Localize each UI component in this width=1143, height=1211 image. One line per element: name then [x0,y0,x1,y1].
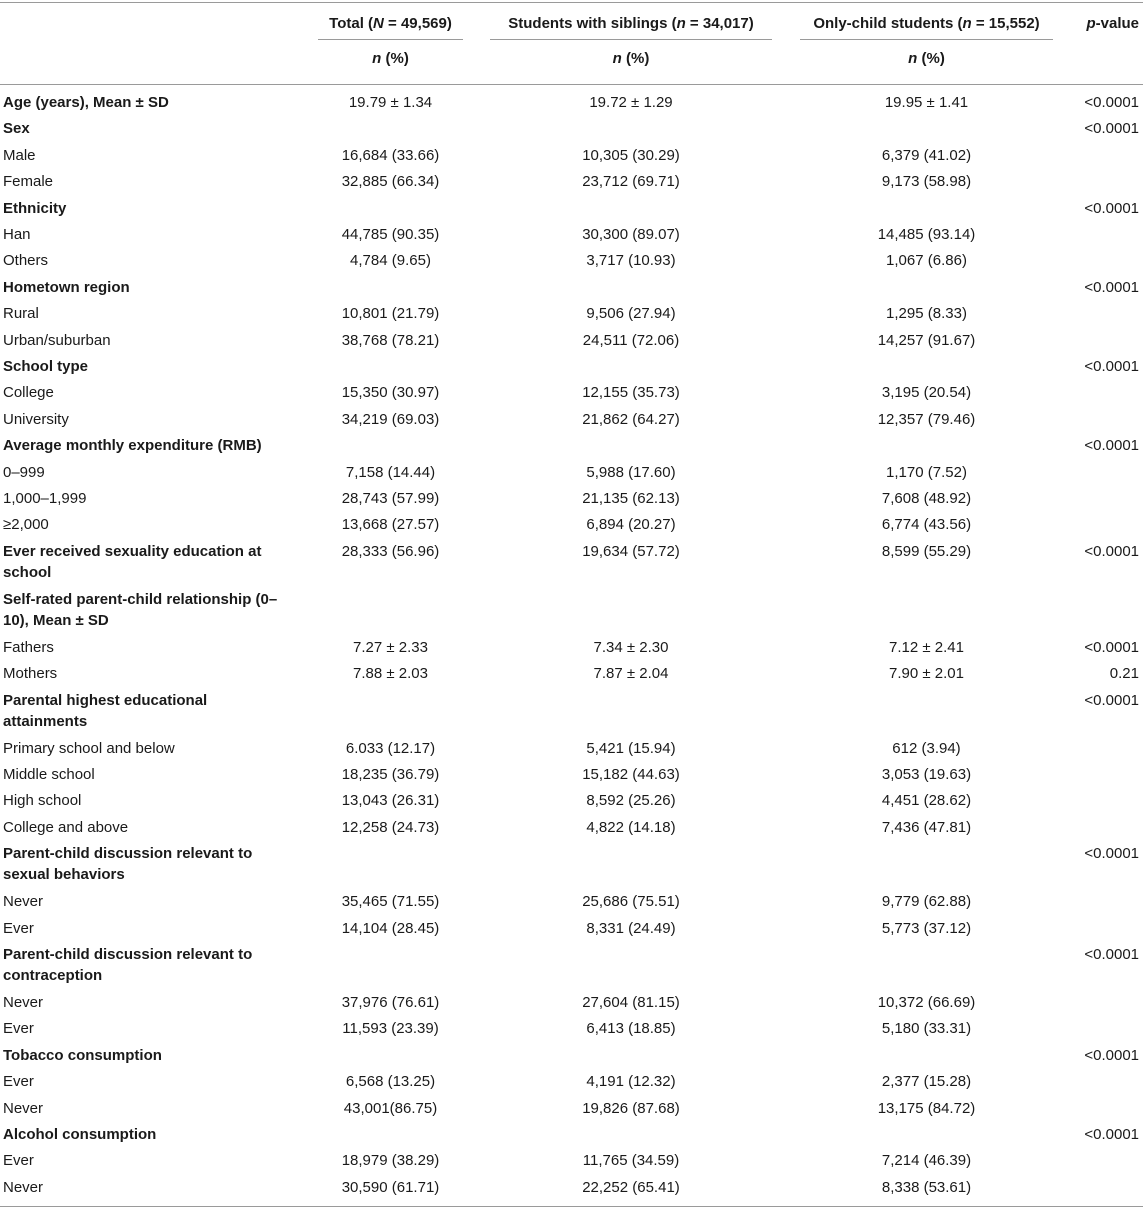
row-label: School type [3,358,89,375]
table-row [0,277,1143,303]
cell-siblings: 7.87 ± 2.04 [593,665,669,683]
table-row [0,738,1143,764]
top-rule [0,2,1143,3]
table-row [0,891,1143,917]
header-underline-siblings [490,39,772,40]
row-label: College [3,384,54,402]
cell-total: 44,785 (90.35) [341,226,440,243]
subheader-siblings: n (%) [612,50,650,67]
cell-p-value: <0.0001 [1084,437,1139,455]
cell-total: 12,258 (24.73) [341,818,440,836]
row-label: High school [3,792,82,810]
row-label: 0–999 [3,463,45,481]
table-row [0,918,1143,944]
cell-p-value: <0.0001 [1084,199,1139,217]
cell-only-child: 6,379 (41.02) [881,146,972,164]
cell-only-child: 5,773 (37.12) [881,919,972,937]
cell-total: 4,784 (9.65) [350,252,431,270]
cell-only-child: 7,608 (48.92) [881,490,972,507]
cell-only-child: 4,451 (28.62) [881,792,972,810]
header-siblings: Students with siblings (n = 34,017) [508,15,754,32]
row-label: Urban/suburban [3,331,111,349]
cell-siblings: 7.34 ± 2.30 [593,638,669,656]
row-label: Ever received sexuality education at school [3,542,262,581]
cell-p-value: <0.0001 [1084,1126,1139,1143]
cell-only-child: 1,295 (8.33) [886,305,967,323]
cell-total: 38,768 (78.21) [341,331,440,349]
cell-total: 7.27 ± 2.33 [353,638,428,656]
cell-total: 10,801 (21.79) [341,305,440,323]
cell-total: 11,593 (23.39) [342,1020,439,1038]
row-label: Primary school and below [3,739,175,757]
row-label: Ever [3,1152,34,1170]
row-label: Ethnicity [3,199,67,217]
cell-total: 15,350 (30.97) [341,384,440,402]
table-row [0,382,1143,408]
table-row [0,1098,1143,1124]
cell-total: 6.033 (12.17) [345,739,436,757]
table-row [0,145,1143,171]
row-label: Alcohol consumption [3,1126,157,1143]
cell-siblings: 19,826 (87.68) [582,1099,680,1117]
cell-total: 37,976 (76.61) [341,994,440,1011]
table-row [0,92,1143,118]
cell-p-value: 0.21 [1109,665,1139,683]
row-label: Tobacco consumption [3,1046,162,1064]
cell-total: 19.79 ± 1.34 [348,94,433,111]
cell-only-child: 13,175 (84.72) [877,1099,976,1117]
row-label: Ever [3,1020,34,1038]
table-row [0,356,1143,382]
cell-total: 30,590 (61.71) [341,1178,440,1196]
cell-siblings: 3,717 (10.93) [586,252,676,270]
table-row [0,1045,1143,1071]
table-row [0,250,1143,276]
header-only-child: Only-child students (n = 15,552) [813,15,1040,32]
table-row [0,118,1143,144]
table-row [0,514,1143,540]
table-row [0,488,1143,514]
cell-total: 6,568 (13.25) [345,1073,436,1091]
cell-p-value: <0.0001 [1084,845,1139,863]
cell-only-child: 14,257 (91.67) [877,331,976,349]
row-label: Ever [3,919,34,937]
table-row [0,541,1143,589]
table-row [0,992,1143,1018]
row-label: Never [3,994,44,1011]
row-label: Average monthly expenditure (RMB) [3,437,262,455]
cell-total: 13,668 (27.57) [341,516,440,534]
cell-p-value: <0.0001 [1084,542,1139,560]
cell-only-child: 12,357 (79.46) [877,410,976,428]
cell-siblings: 4,822 (14.18) [586,818,676,836]
row-label: Female [3,173,54,191]
row-label: Parent-child discussion relevant to contraception [3,946,253,984]
cell-total: 34,219 (69.03) [341,410,440,428]
row-label: Male [3,146,36,164]
cell-siblings: 8,592 (25.26) [586,792,676,810]
cell-total: 43,001(86.75) [343,1099,438,1117]
cell-total: 18,235 (36.79) [341,766,440,783]
table-row [0,435,1143,461]
table-row [0,1177,1143,1203]
table-row [0,944,1143,992]
row-label: Hometown region [3,278,130,296]
cell-siblings: 19,634 (57.72) [582,542,680,560]
row-label: Self-rated parent-child relationship (0–10), Mean ± SD [3,590,278,629]
row-label: Age (years), Mean ± SD [3,94,169,111]
table-row [0,303,1143,329]
cell-siblings: 10,305 (30.29) [582,146,680,164]
cell-siblings: 19.72 ± 1.29 [589,94,673,111]
table-row [0,790,1143,816]
cell-total: 32,885 (66.34) [341,173,440,191]
cell-only-child: 9,173 (58.98) [881,173,972,191]
cell-siblings: 30,300 (89.07) [582,226,680,243]
cell-siblings: 4,191 (12.32) [586,1073,676,1091]
row-label: Middle school [3,766,95,783]
header-bottom-rule [0,84,1143,85]
cell-siblings: 6,413 (18.85) [586,1020,676,1038]
cell-only-child: 7.90 ± 2.01 [889,665,964,683]
cell-only-child: 5,180 (33.31) [881,1020,972,1038]
cell-siblings: 6,894 (20.27) [586,516,676,534]
cell-total: 14,104 (28.45) [341,919,440,937]
cell-total: 18,979 (38.29) [341,1152,440,1170]
row-label: Parental highest educational attainments [3,691,208,730]
table-row [0,1124,1143,1150]
row-label: Others [3,252,49,270]
cell-siblings: 22,252 (65.41) [582,1178,680,1196]
subheader-only-child: n (%) [908,50,945,67]
table-row [0,764,1143,790]
cell-p-value: <0.0001 [1084,946,1139,963]
cell-total: 7.88 ± 2.03 [353,665,428,683]
cell-only-child: 2,377 (15.28) [881,1073,972,1091]
cell-siblings: 9,506 (27.94) [586,305,676,323]
cell-only-child: 10,372 (66.69) [877,994,976,1011]
cell-siblings: 8,331 (24.49) [586,919,676,937]
row-label: Rural [3,305,39,323]
cell-siblings: 5,421 (15.94) [586,739,676,757]
row-label: Never [3,1178,44,1196]
cell-only-child: 9,779 (62.88) [881,893,972,911]
cell-only-child: 1,170 (7.52) [886,463,967,481]
row-label: Han [3,226,31,243]
header-underline-total [318,39,463,40]
row-label: Fathers [3,638,54,656]
cell-p-value: <0.0001 [1084,120,1139,138]
table-row [0,1018,1143,1044]
cell-siblings: 21,862 (64.27) [582,410,680,428]
cell-siblings: 27,604 (81.15) [582,994,680,1011]
table-row [0,1071,1143,1097]
bottom-rule [0,1206,1143,1207]
cell-only-child: 14,485 (93.14) [877,226,976,243]
table-row [0,462,1143,488]
header-p-value: p-value [1086,15,1139,32]
cell-siblings: 21,135 (62.13) [582,490,680,507]
cell-only-child: 7,214 (46.39) [881,1152,972,1170]
table-row [0,663,1143,689]
row-label: Parent-child discussion relevant to sexual behaviors [3,845,253,884]
row-label: Never [3,1099,44,1117]
cell-p-value: <0.0001 [1084,1046,1139,1064]
table-row [0,1150,1143,1176]
cell-only-child: 7,436 (47.81) [881,818,972,836]
cell-only-child: 8,599 (55.29) [881,542,972,560]
cell-only-child: 7.12 ± 2.41 [889,638,964,656]
table-row [0,690,1143,738]
table-row [0,330,1143,356]
cell-only-child: 8,338 (53.61) [881,1178,972,1196]
row-label: Sex [3,120,30,138]
row-label: University [3,410,69,428]
cell-siblings: 12,155 (35.73) [582,384,680,402]
cell-total: 13,043 (26.31) [341,792,440,810]
cell-total: 7,158 (14.44) [345,463,436,481]
row-label: Never [3,893,44,911]
table-row [0,843,1143,891]
cell-total: 35,465 (71.55) [341,893,440,911]
row-label: Ever [3,1073,34,1091]
cell-total: 28,333 (56.96) [341,542,440,560]
cell-only-child: 1,067 (6.86) [886,252,967,270]
table-row [0,817,1143,843]
table-row [0,409,1143,435]
cell-siblings: 25,686 (75.51) [582,893,680,911]
header-underline-only-child [800,39,1053,40]
row-label: Mothers [3,665,58,683]
header-total: Total (N = 49,569) [329,15,452,32]
row-label: College and above [3,818,129,836]
cell-siblings: 11,765 (34.59) [582,1152,680,1170]
subheader-total: n (%) [372,50,409,67]
cell-siblings: 24,511 (72.06) [582,331,680,349]
cell-siblings: 5,988 (17.60) [586,463,676,481]
cell-p-value: <0.0001 [1084,278,1139,296]
table-row [0,589,1143,637]
cell-only-child: 6,774 (43.56) [881,516,972,534]
row-label: ≥2,000 [3,516,49,534]
cell-total: 16,684 (33.66) [341,146,440,164]
cell-p-value: <0.0001 [1084,358,1139,375]
cell-only-child: 19.95 ± 1.41 [884,94,969,111]
cell-only-child: 612 (3.94) [892,739,961,757]
cell-total: 28,743 (57.99) [341,490,440,507]
cell-p-value: <0.0001 [1084,691,1139,709]
cell-siblings: 23,712 (69.71) [582,173,680,191]
cell-only-child: 3,195 (20.54) [881,384,972,402]
table-row [0,198,1143,224]
cell-p-value: <0.0001 [1084,638,1139,656]
table-row [0,171,1143,197]
cell-p-value: <0.0001 [1084,94,1139,111]
table-row [0,224,1143,250]
cell-siblings: 15,182 (44.63) [582,766,680,783]
table-row [0,637,1143,663]
row-label: 1,000–1,999 [3,490,87,507]
cell-only-child: 3,053 (19.63) [881,766,972,783]
